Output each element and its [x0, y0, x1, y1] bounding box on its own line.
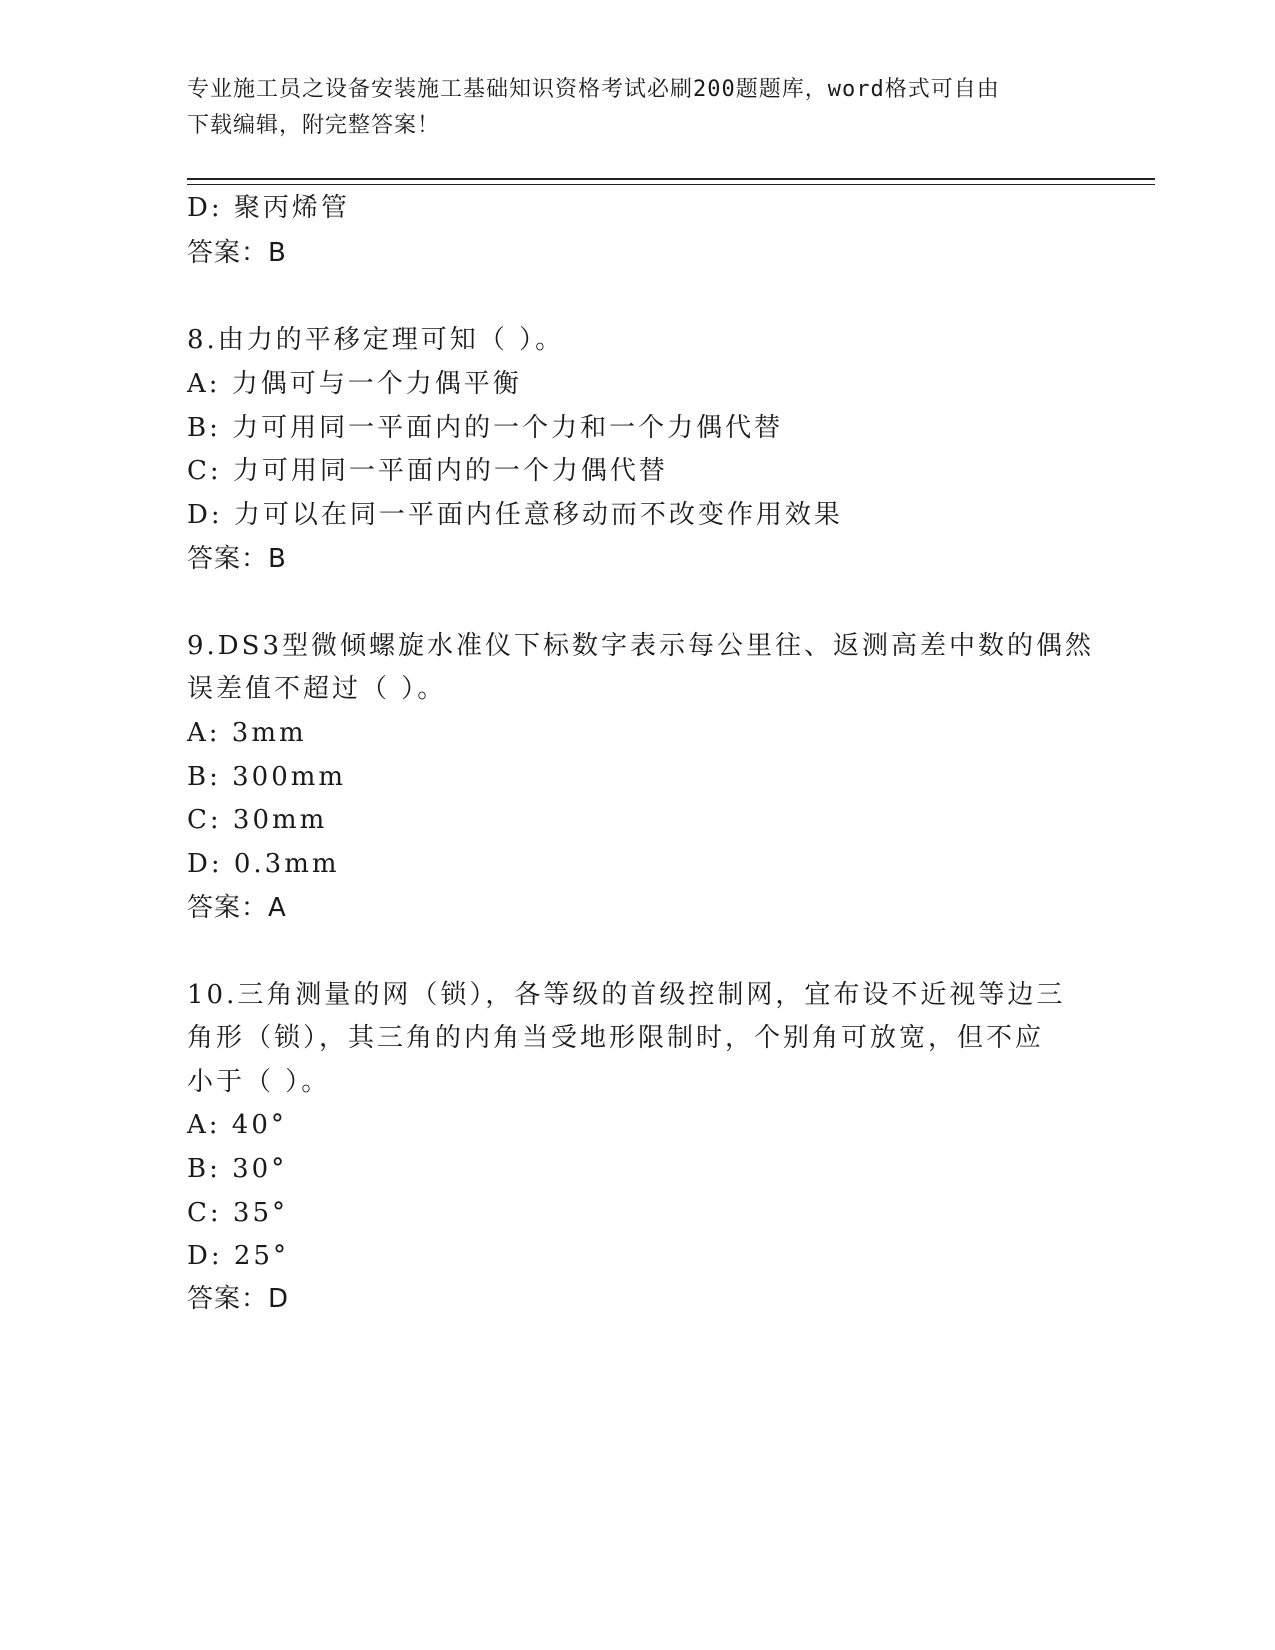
q10-stem-line2: 角形（锁），其三角的内角当受地形限制时，个别角可放宽，但不应: [187, 1023, 1045, 1053]
q10-option-d: D: 25°: [187, 1241, 289, 1271]
header-rule-thin: [187, 184, 1155, 185]
q10-option-c: C: 35°: [187, 1198, 289, 1228]
q9-option-c: C: 30mm: [187, 805, 328, 835]
q9-answer: 答案：A: [187, 893, 287, 923]
q8-option-a: A: 力偶可与一个力偶平衡: [187, 369, 522, 399]
q9-option-d: D: 0.3mm: [187, 849, 340, 879]
q9-option-a: A: 3mm: [187, 718, 307, 748]
q9-option-b: B: 300mm: [187, 762, 347, 792]
header-title-line2: 下载编辑，附完整答案！: [187, 113, 441, 138]
q8-stem: 8.由力的平移定理可知（ ）。: [187, 325, 565, 355]
q10-option-b: B: 30°: [187, 1154, 288, 1184]
q8-option-c: C: 力可用同一平面内的一个力偶代替: [187, 456, 668, 486]
document-header: [187, 72, 1087, 144]
header-rule-thick: [187, 178, 1155, 180]
q9-stem-line2: 误差值不超过（ ）。: [187, 674, 447, 704]
q10-option-a: A: 40°: [187, 1110, 287, 1140]
q9-stem-line1: 9.DS3型微倾螺旋水准仪下标数字表示每公里往、返测高差中数的偶然: [187, 631, 1095, 661]
header-title-line1: 专业施工员之设备安装施工基础知识资格考试必刷200题题库，word格式可自由: [187, 77, 1000, 102]
q8-answer: 答案：B: [187, 544, 287, 574]
q10-stem-line1: 10.三角测量的网（锁），各等级的首级控制网，宜布设不近视等边三: [187, 980, 1066, 1010]
q8-option-b: B: 力可用同一平面内的一个力和一个力偶代替: [187, 413, 784, 443]
q8-option-d: D: 力可以在同一平面内任意移动而不改变作用效果: [187, 500, 843, 530]
prev-answer: 答案：B: [187, 238, 287, 268]
q10-stem-line3: 小于（ ）。: [187, 1067, 331, 1097]
prev-option-d: D: 聚丙烯管: [187, 193, 350, 223]
q10-answer: 答案：D: [187, 1284, 290, 1314]
